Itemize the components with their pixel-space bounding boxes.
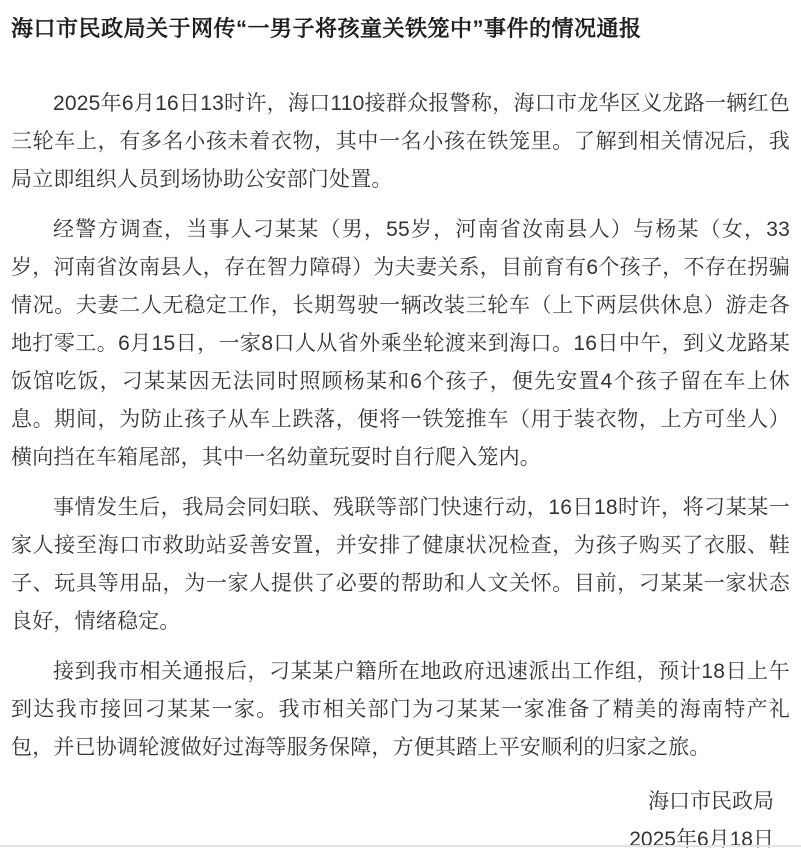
paragraph-assistance-actions: 事情发生后，我局会同妇联、残联等部门快速行动，16日18时许，将刁某某一家人接至海口市救助站妥善安置，并安排了健康状况检查，为孩子购买了衣服、鞋子、玩具等用品，为一家人提供了必要的帮助和人文关怀。目前，刁某某一家状态良好，情绪稳定。 [11, 496, 790, 633]
paragraph-police-investigation: 经警方调查，当事人刁某某（男，55岁，河南省汝南县人）与杨某（女，33岁，河南省汝南县人，存在智力障碍）为夫妻关系，目前育有6个孩子，不存在拐骗情况。夫妻二人无稳定工作，长期驾驶一辆改装三轮车（上下两层供休息）游走各地打零工。6月15日，一家8口人从省外乘坐轮渡来到海口。16日中午，到义龙路某饭馆吃饭，刁某某因无法同时照顾杨某和6个孩子，便先安置4个孩子留在车上休息。期间，为防止孩子从车上跌落，便将一铁笼推车（用于装衣物，上方可坐人）横向挡在车箱尾部，其中一名幼童玩耍时自行爬入笼内。 [11, 218, 790, 469]
signature-block [11, 783, 790, 859]
issue-date: 2025年6月18日 [629, 828, 774, 851]
page-title: 海口市民政局关于网传“一男子将孩童关铁笼中”事件的情况通报 [11, 16, 642, 41]
issuing-authority: 海口市民政局 [648, 790, 774, 813]
paragraph-incident-report: 2025年6月16日13时许，海口110接群众报警称，海口市龙华区义龙路一辆红色三轮车上，有多名小孩未着衣物，其中一名小孩在铁笼里。了解到相关情况后，我局立即组织人员到场协助公安部门处置。 [11, 92, 790, 191]
paragraph-followup-arrangements: 接到我市相关通报后，刁某某户籍所在地政府迅速派出工作组，预计18日上午到达我市接回刁某某一家。我市相关部门为刁某某一家准备了精美的海南特产礼包，并已协调轮渡做好过海等服务保障，方便其踏上平安顺利的归家之旅。 [11, 660, 790, 759]
bottom-divider [0, 845, 801, 847]
